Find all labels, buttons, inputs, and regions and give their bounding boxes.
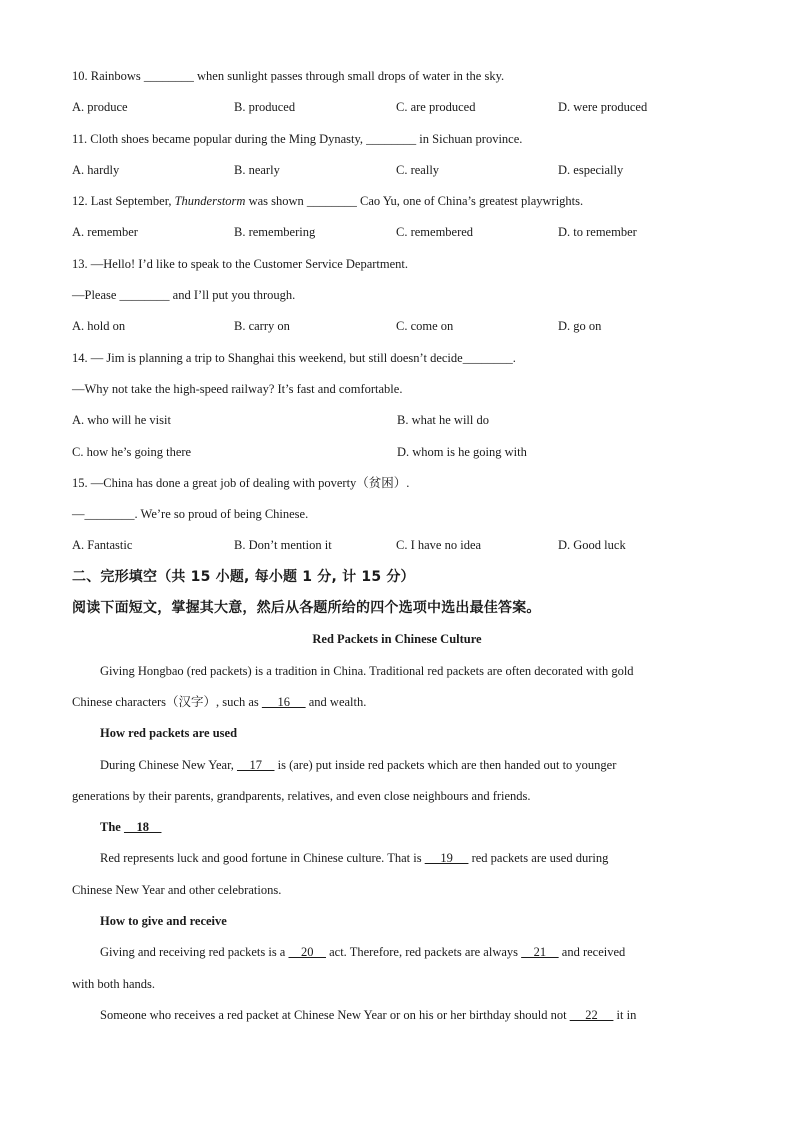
blank-19: 19 bbox=[424, 851, 469, 866]
paragraph-5-line-1 bbox=[72, 1001, 722, 1032]
text-segment: Red represents luck and good fortune in Chinese culture. That is bbox=[100, 851, 425, 866]
section-instruction: 阅读下面短文，掌握其大意，然后从各题所给的四个选项中选出最佳答案。 bbox=[72, 600, 541, 617]
question-10-stem: 10. Rainbows ________ when sunlight passes through small drops of water in the sky. bbox=[72, 69, 505, 83]
option-d: D. were produced bbox=[558, 100, 648, 115]
question-15-options bbox=[72, 531, 722, 562]
text-segment: Giving and receiving red packets is a bbox=[100, 945, 289, 960]
option-c: C. remembered bbox=[396, 225, 474, 240]
question-12-options bbox=[72, 218, 722, 249]
option-b: B. nearly bbox=[234, 162, 280, 177]
option-d: D. whom is he going with bbox=[397, 444, 527, 459]
question-14-stem: 14. — Jim is planning a trip to Shanghai this weekend, but still doesn’t decide________. bbox=[72, 350, 516, 365]
text-segment: Someone who receives a red packet at Chinese New Year or on his or her birthday should not bbox=[100, 1007, 570, 1022]
paragraph-3-line-2: Chinese New Year and other celebrations. bbox=[72, 882, 282, 897]
question-10-options bbox=[72, 93, 722, 124]
blank-17: 17 bbox=[236, 757, 275, 772]
option-b: B. carry on bbox=[234, 319, 290, 334]
option-d: D. to remember bbox=[558, 225, 637, 240]
option-c: C. really bbox=[396, 162, 440, 177]
play-title: Thunderstorm bbox=[174, 194, 246, 209]
paragraph-1-line-1: Giving Hongbao (red packets) is a tradition in China. Traditional red packets are often decorated with gold bbox=[100, 663, 634, 678]
text-segment: During Chinese New Year, bbox=[100, 757, 237, 772]
question-14-reply: —Why not take the high-speed railway? It’s fast and comfortable. bbox=[72, 381, 403, 396]
option-c: C. come on bbox=[396, 319, 454, 334]
text-segment: Chinese characters（汉字）, such as bbox=[72, 694, 262, 709]
option-b: B. what he will do bbox=[397, 413, 490, 428]
option-d: D. especially bbox=[558, 162, 624, 177]
option-c: C. are produced bbox=[396, 100, 476, 115]
question-15-reply: —________. We’re so proud of being Chinese. bbox=[72, 507, 309, 522]
stem-suffix: was shown ________ Cao Yu, one of China’s greatest playwrights. bbox=[245, 194, 584, 209]
option-a: A. remember bbox=[72, 225, 138, 240]
text-segment: is (are) put inside red packets which are then handed out to younger bbox=[274, 757, 617, 772]
paragraph-4-line-2: with both hands. bbox=[72, 976, 155, 991]
question-11-options bbox=[72, 156, 722, 187]
paragraph-3-line-1 bbox=[72, 844, 722, 875]
option-a: A. produce bbox=[72, 100, 128, 115]
option-c: C. how he’s going there bbox=[72, 444, 192, 459]
blank-16: 16 bbox=[261, 694, 306, 709]
option-a: A. Fantastic bbox=[72, 538, 133, 553]
option-b: B. produced bbox=[234, 100, 296, 115]
paragraph-2-line-2: generations by their parents, grandparents, relatives, and even close neighbours and friends. bbox=[72, 788, 531, 803]
text-segment: and received bbox=[558, 945, 626, 960]
option-b: B. Don’t mention it bbox=[234, 538, 332, 553]
blank-21: 21 bbox=[521, 945, 559, 960]
blank-18: 18 bbox=[123, 820, 162, 835]
option-a: A. hardly bbox=[72, 162, 120, 177]
question-15-stem: 15. —China has done a great job of dealing with poverty（贫困）. bbox=[72, 475, 410, 490]
exam-page bbox=[72, 62, 722, 1032]
text-segment: red packets are used during bbox=[468, 851, 609, 866]
text-segment: and wealth. bbox=[305, 694, 367, 709]
option-c: C. I have no idea bbox=[396, 538, 482, 553]
paragraph-2-line-1 bbox=[72, 751, 722, 782]
paragraph-4-line-1 bbox=[72, 938, 722, 969]
question-11-stem: 11. Cloth shoes became popular during the Ming Dynasty, ________ in Sichuan province. bbox=[72, 131, 523, 146]
option-a: A. hold on bbox=[72, 319, 126, 334]
question-14-options-row2 bbox=[72, 438, 722, 469]
option-d: D. Good luck bbox=[558, 538, 626, 553]
question-12-stem bbox=[72, 187, 722, 218]
option-d: D. go on bbox=[558, 319, 602, 334]
subheading-how-used: How red packets are used bbox=[100, 726, 238, 741]
passage-title: Red Packets in Chinese Culture bbox=[312, 632, 482, 647]
section-heading: 二、完形填空（共 15 小题, 每小题 1 分, 计 15 分） bbox=[72, 568, 415, 585]
text-segment: act. Therefore, red packets are always bbox=[325, 945, 522, 960]
blank-22: 22 bbox=[569, 1007, 614, 1022]
question-14-options-row1 bbox=[72, 406, 722, 437]
paragraph-1-line-2 bbox=[72, 688, 722, 719]
blank-20: 20 bbox=[288, 945, 326, 960]
question-13-reply: —Please ________ and I’ll put you through. bbox=[72, 288, 296, 303]
subheading-how-give: How to give and receive bbox=[100, 914, 227, 929]
subheading-the-18 bbox=[72, 813, 722, 844]
stem-prefix: 12. Last September, bbox=[72, 194, 175, 209]
text-segment: The bbox=[100, 820, 124, 835]
option-a: A. who will he visit bbox=[72, 413, 171, 428]
text-segment: it in bbox=[613, 1007, 637, 1022]
question-13-stem: 13. —Hello! I’d like to speak to the Customer Service Department. bbox=[72, 256, 409, 271]
question-13-options bbox=[72, 312, 722, 343]
option-b: B. remembering bbox=[234, 225, 316, 240]
